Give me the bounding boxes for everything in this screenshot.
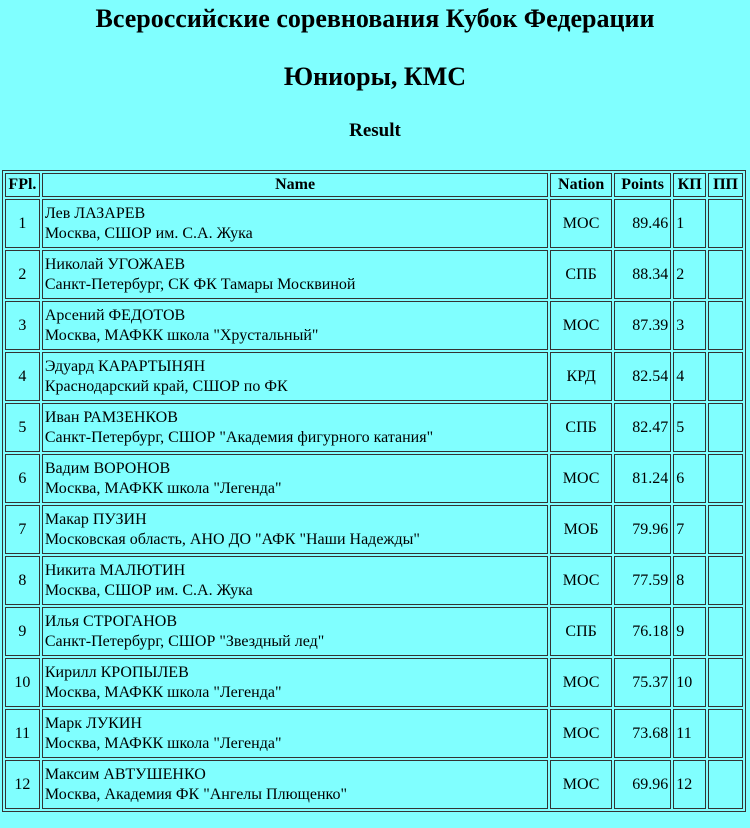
pp-cell: [708, 199, 743, 248]
nation-cell: МОС: [550, 199, 612, 248]
skater-cell: [42, 556, 549, 605]
pp-cell: [708, 556, 743, 605]
placement-cell: 6: [5, 454, 40, 503]
skater-club: Москва, МАФКК школа "Легенда": [44, 683, 282, 701]
placement-cell: 7: [5, 505, 40, 554]
nation-cell: КРД: [550, 352, 612, 401]
skater-club: Санкт-Петербург, СК ФК Тамары Москвиной: [44, 275, 356, 293]
pp-cell: [708, 301, 743, 350]
pp-cell: [708, 250, 743, 299]
table-row: [5, 352, 743, 401]
skater-name: Максим АВТУШЕНКО: [44, 765, 206, 783]
kp-cell: 8: [673, 556, 706, 605]
nation-cell: МОБ: [550, 505, 612, 554]
event-title: Всероссийские соревнования Кубок Федерации: [95, 4, 655, 33]
pp-cell: [708, 505, 743, 554]
skater-cell: [42, 301, 549, 350]
category-title: Юниоры, КМС: [283, 62, 467, 91]
points-cell: 82.54: [614, 352, 671, 401]
kp-cell: 7: [673, 505, 706, 554]
kp-cell: 2: [673, 250, 706, 299]
result-heading: Result: [349, 120, 401, 141]
skater-cell: [42, 709, 549, 758]
table-header-row: [5, 173, 743, 197]
column-header-name: Name: [42, 173, 549, 197]
placement-cell: 4: [5, 352, 40, 401]
points-cell: 81.24: [614, 454, 671, 503]
skater-club: Москва, МАФКК школа "Легенда": [44, 734, 282, 752]
table-row: [5, 505, 743, 554]
placement-cell: 5: [5, 403, 40, 452]
nation-cell: МОС: [550, 760, 612, 809]
skater-club: Москва, Академия ФК "Ангелы Плющенко": [44, 785, 347, 803]
points-cell: 77.59: [614, 556, 671, 605]
kp-cell: 9: [673, 607, 706, 656]
placement-cell: 12: [5, 760, 40, 809]
skater-club: Москва, СШОР им. С.А. Жука: [44, 224, 253, 242]
pp-cell: [708, 760, 743, 809]
pp-cell: [708, 709, 743, 758]
pp-cell: [708, 607, 743, 656]
kp-cell: 1: [673, 199, 706, 248]
results-table: [2, 170, 746, 812]
skater-cell: [42, 199, 549, 248]
points-cell: 82.47: [614, 403, 671, 452]
skater-cell: [42, 352, 549, 401]
skater-cell: [42, 658, 549, 707]
points-cell: 69.96: [614, 760, 671, 809]
skater-name: Вадим ВОРОНОВ: [44, 459, 171, 477]
points-cell: 89.46: [614, 199, 671, 248]
points-cell: 76.18: [614, 607, 671, 656]
skater-name: Илья СТРОГАНОВ: [44, 612, 177, 630]
kp-cell: 11: [673, 709, 706, 758]
kp-cell: 5: [673, 403, 706, 452]
nation-cell: МОС: [550, 658, 612, 707]
skater-cell: [42, 403, 549, 452]
column-header-kp: КП: [673, 173, 706, 197]
kp-cell: 6: [673, 454, 706, 503]
nation-cell: МОС: [550, 709, 612, 758]
table-row: [5, 250, 743, 299]
column-header-nation: Nation: [550, 173, 612, 197]
skater-club: Краснодарский край, СШОР по ФК: [44, 377, 288, 395]
skater-name: Макар ПУЗИН: [44, 510, 147, 528]
column-header-fpl: FPl.: [5, 173, 40, 197]
skater-name: Никита МАЛЮТИН: [44, 561, 186, 579]
pp-cell: [708, 658, 743, 707]
pp-cell: [708, 403, 743, 452]
skater-cell: [42, 250, 549, 299]
table-row: [5, 454, 743, 503]
skater-club: Москва, МАФКК школа "Хрустальный": [44, 326, 319, 344]
table-row: [5, 556, 743, 605]
nation-cell: СПБ: [550, 250, 612, 299]
skater-cell: [42, 607, 549, 656]
kp-cell: 4: [673, 352, 706, 401]
nation-cell: МОС: [550, 454, 612, 503]
skater-name: Лев ЛАЗАРЕВ: [44, 204, 146, 222]
table-row: [5, 760, 743, 809]
nation-cell: МОС: [550, 301, 612, 350]
points-cell: 73.68: [614, 709, 671, 758]
table-row: [5, 199, 743, 248]
column-header-points: Points: [614, 173, 671, 197]
skater-club: Москва, МАФКК школа "Легенда": [44, 479, 282, 497]
pp-cell: [708, 454, 743, 503]
table-row: [5, 709, 743, 758]
skater-club: Санкт-Петербург, СШОР "Звездный лед": [44, 632, 325, 650]
nation-cell: СПБ: [550, 607, 612, 656]
points-cell: 87.39: [614, 301, 671, 350]
table-row: [5, 607, 743, 656]
nation-cell: МОС: [550, 556, 612, 605]
kp-cell: 10: [673, 658, 706, 707]
skater-club: Санкт-Петербург, СШОР "Академия фигурного катания": [44, 428, 434, 446]
points-cell: 75.37: [614, 658, 671, 707]
column-header-pp: ПП: [708, 173, 743, 197]
kp-cell: 3: [673, 301, 706, 350]
skater-club: Москва, СШОР им. С.А. Жука: [44, 581, 253, 599]
points-cell: 79.96: [614, 505, 671, 554]
pp-cell: [708, 352, 743, 401]
kp-cell: 12: [673, 760, 706, 809]
skater-name: Иван РАМЗЕНКОВ: [44, 408, 178, 426]
placement-cell: 9: [5, 607, 40, 656]
skater-name: Эдуард КАРАРТЫНЯН: [44, 357, 206, 375]
placement-cell: 11: [5, 709, 40, 758]
table-row: [5, 658, 743, 707]
placement-cell: 2: [5, 250, 40, 299]
skater-name: Арсений ФЕДОТОВ: [44, 306, 186, 324]
skater-name: Николай УГОЖАЕВ: [44, 255, 186, 273]
table-row: [5, 301, 743, 350]
points-cell: 88.34: [614, 250, 671, 299]
skater-cell: [42, 505, 549, 554]
skater-club: Московская область, АНО ДО "АФК "Наши Надежды": [44, 530, 420, 548]
skater-name: Марк ЛУКИН: [44, 714, 142, 732]
skater-cell: [42, 760, 549, 809]
placement-cell: 8: [5, 556, 40, 605]
placement-cell: 1: [5, 199, 40, 248]
placement-cell: 10: [5, 658, 40, 707]
table-row: [5, 403, 743, 452]
skater-name: Кирилл КРОПЫЛЕВ: [44, 663, 189, 681]
nation-cell: СПБ: [550, 403, 612, 452]
placement-cell: 3: [5, 301, 40, 350]
skater-cell: [42, 454, 549, 503]
